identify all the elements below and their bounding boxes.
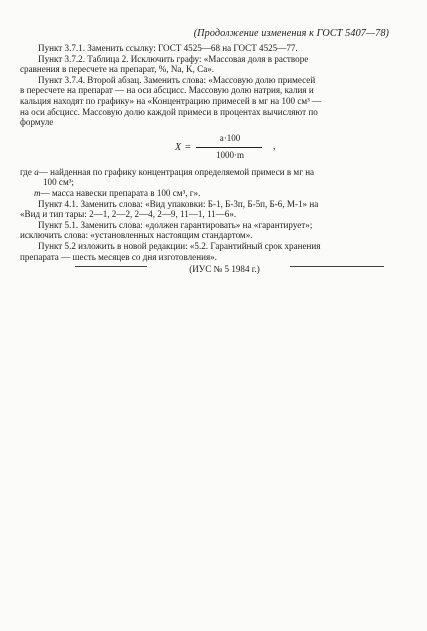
text-line: 100 см³; <box>43 177 74 188</box>
formula-comma: , <box>273 140 276 152</box>
text-line: исключить слова: «установленных настоящим стандартом». <box>20 230 253 241</box>
paragraph-5-1 <box>20 220 389 241</box>
text-line: на оси абсцисс. Массовую долю каждой примеси в процентах вычисляют по <box>20 106 318 117</box>
variable-symbol: m <box>34 187 41 198</box>
formula-equals: = <box>185 141 191 153</box>
ius-reference: (ИУС № 5 1984 г.) <box>189 264 260 275</box>
text-line: Пункт 5.1. Заменить слова: «должен гарантировать» на «гарантирует»; <box>38 219 313 230</box>
paragraph-3-7-1 <box>20 43 389 54</box>
text-line: Пункт 3.7.1. Заменить ссылку: ГОСТ 4525—68 на ГОСТ 4525—77. <box>38 43 298 53</box>
definition-a <box>20 167 389 188</box>
divider-right <box>290 266 384 267</box>
variable-symbol: a <box>34 166 39 177</box>
text-line <box>20 188 389 199</box>
text-line: Пункт 4.1. Заменить слова: «Вид упаковки: Б-1, Б-3п, Б-5п, Б-6, М-1» на <box>38 198 319 209</box>
formula <box>20 131 389 165</box>
page-header: (Продолжение изменения к ГОСТ 5407—78) <box>193 28 389 39</box>
text-line: препарата — шесть месяцев со дня изготовления». <box>20 251 217 262</box>
definition-m <box>20 188 389 199</box>
paragraph-3-7-2 <box>20 54 389 75</box>
text-line: сравнения в пересчете на препарат, %, Na, K, Ca». <box>20 64 215 75</box>
fraction-bar <box>196 147 262 148</box>
definition-text: — найденная по графику концентрация определяемой примеси в мг на <box>38 166 315 177</box>
text-line: формуле <box>20 117 54 128</box>
paragraph-3-7-4 <box>20 75 389 128</box>
text-line: Пункт 5.2 изложить в новой редакции: «5.2. Гарантийный срок хранения <box>38 240 321 251</box>
text-line: где a— найденная по графику концентрация определяемой примеси в мг на <box>20 166 315 177</box>
formula-lhs: X <box>175 141 182 153</box>
text-line: Пункт 3.7.4. Второй абзац. Заменить слова: «Массовую долю примесей <box>38 74 316 85</box>
text-line: Пункт 3.7.2. Таблица 2. Исключить графу: «Массовая доля в растворе <box>38 53 309 64</box>
formula-denominator: 1000·m <box>216 149 244 160</box>
text-line: в пересчете на препарат — на оси абсцисс. Массовую долю натрия, калия и <box>20 85 314 96</box>
divider-left <box>75 266 147 267</box>
paragraph-5-2 <box>20 241 389 262</box>
text-line: «Вид и тип тары: 2—1, 2—2, 2—4, 2—9, 11—1, 11—6». <box>20 209 237 220</box>
paragraph-4-1 <box>20 199 389 220</box>
document-body <box>20 43 389 275</box>
text-line: кальция находят по графику» на «Концентрацию примесей в мг на 100 см³ — <box>20 95 322 106</box>
formula-numerator: a·100 <box>219 132 241 143</box>
definition-text: — масса навески препарата в 100 см³, г». <box>40 187 201 198</box>
